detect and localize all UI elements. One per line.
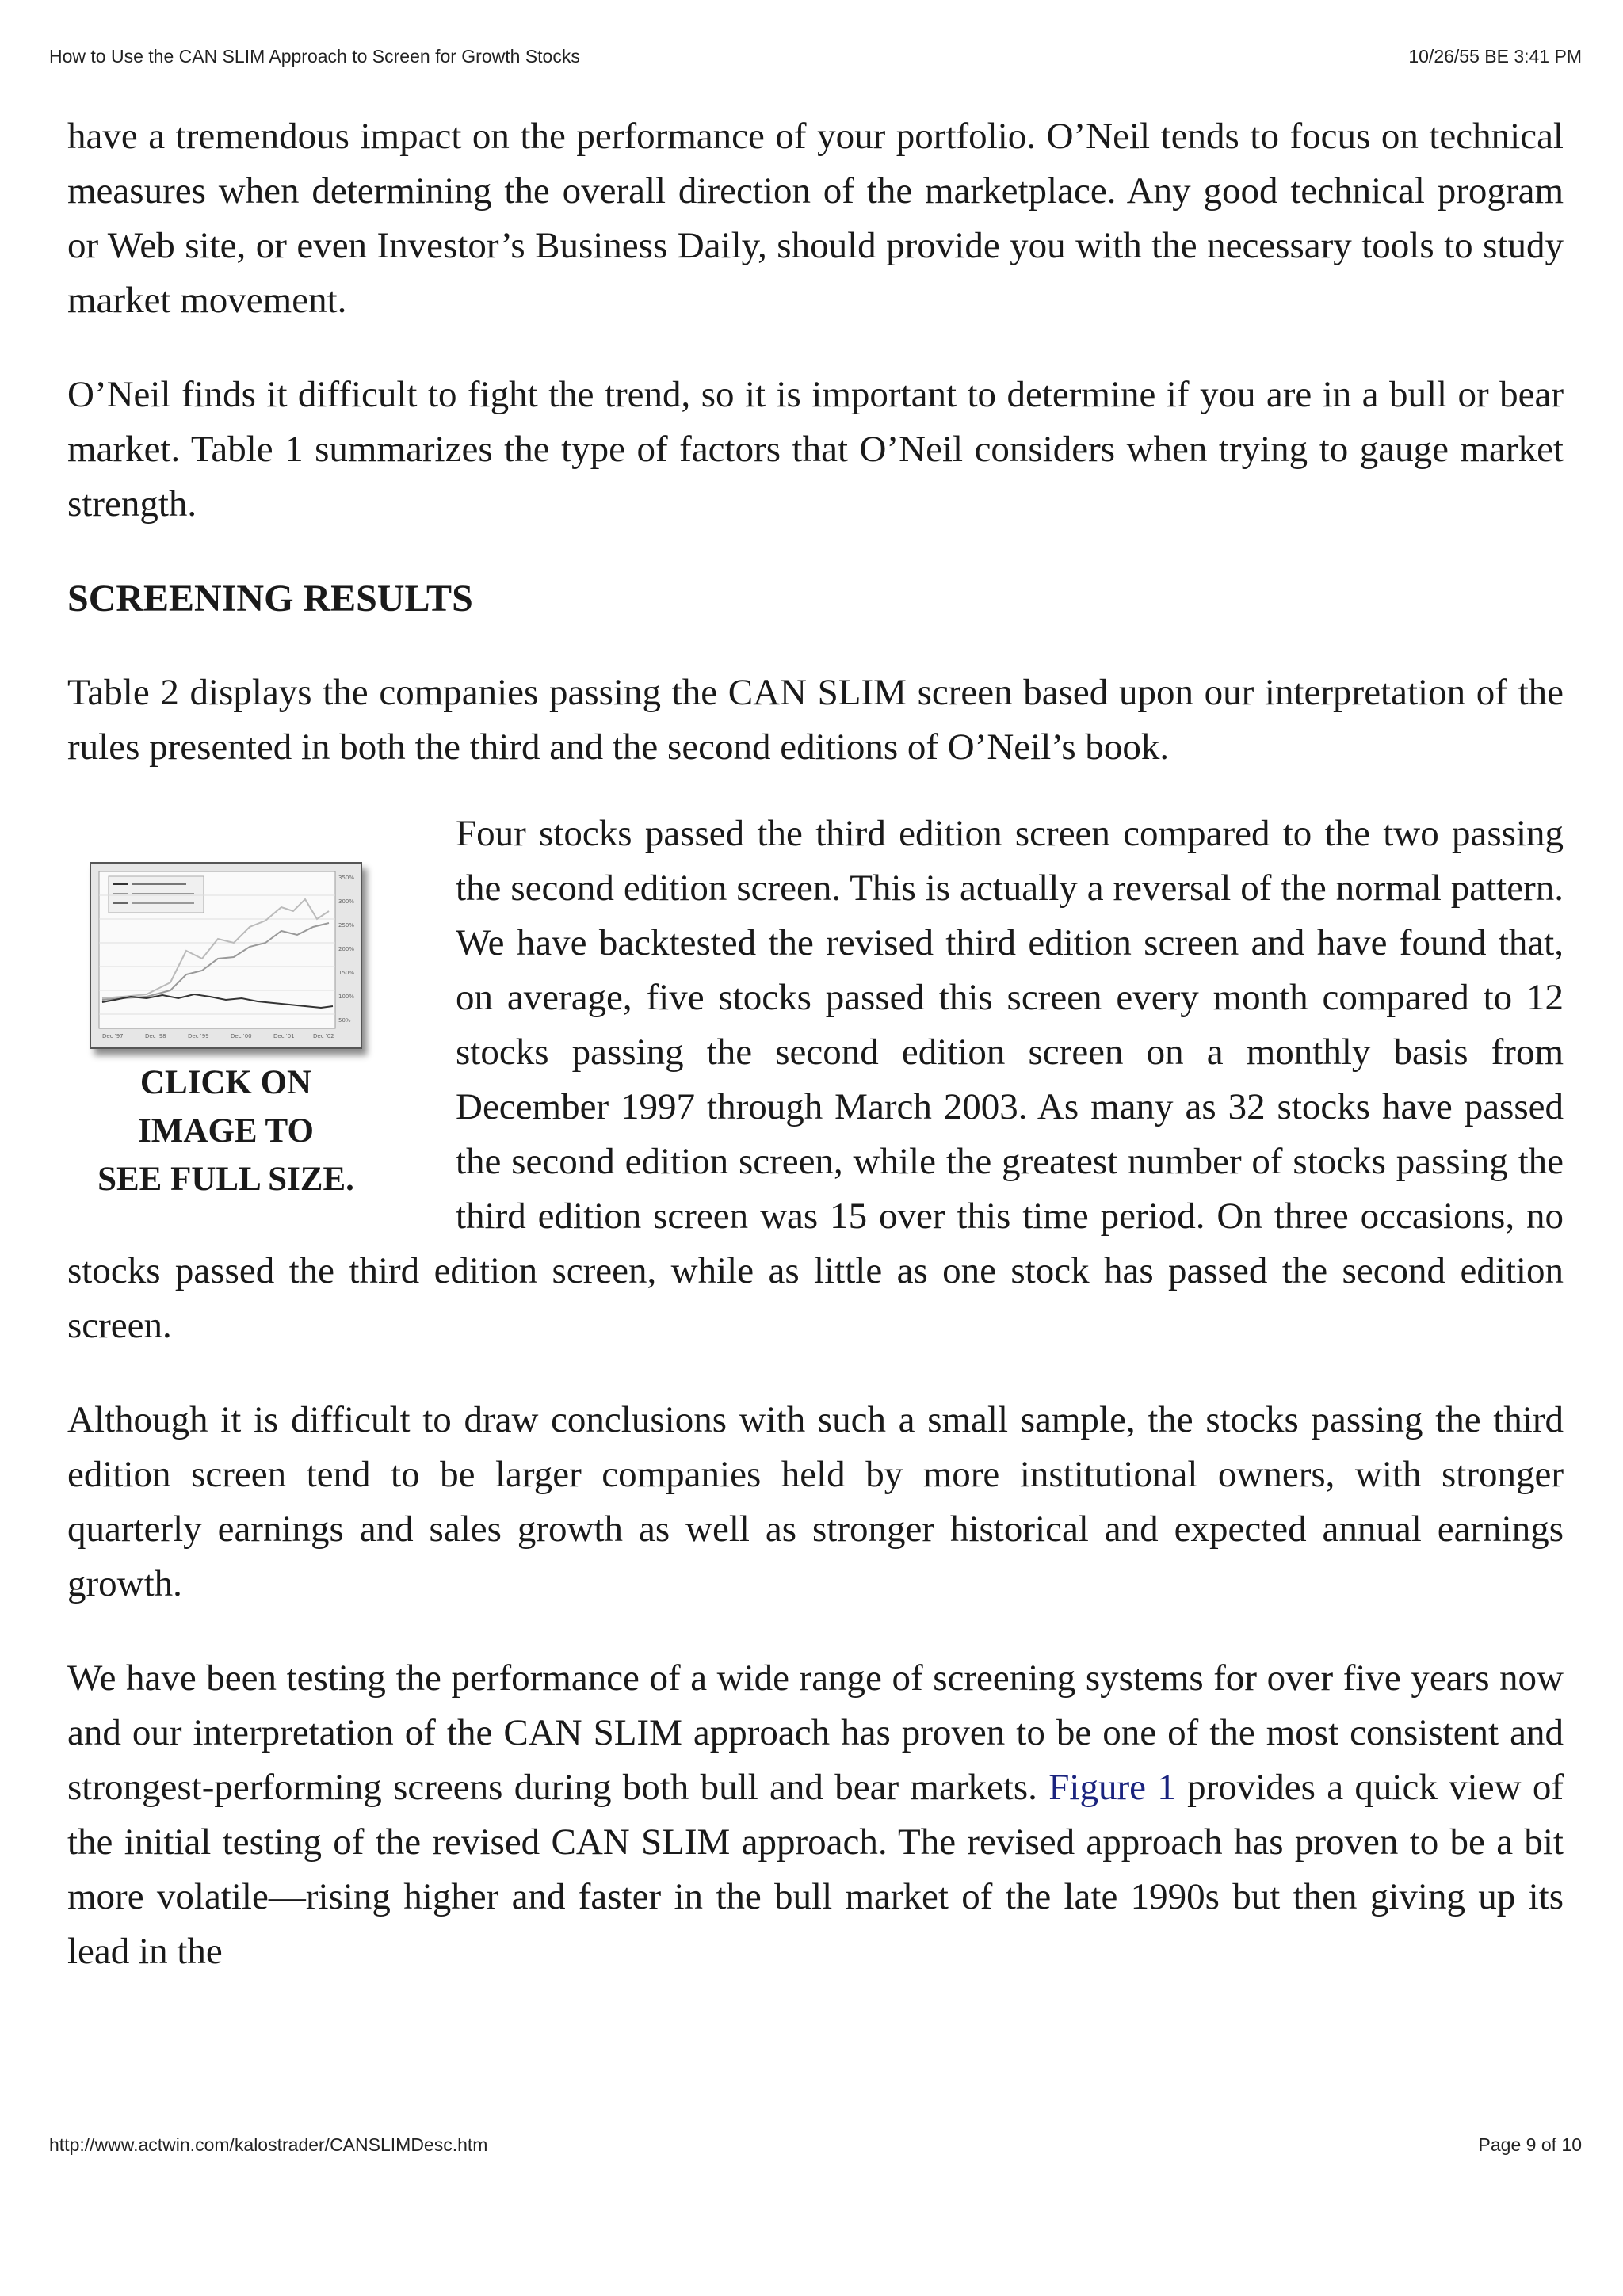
svg-text:300%: 300%: [338, 898, 355, 905]
print-header: [49, 46, 1582, 67]
svg-text:250%: 250%: [338, 922, 355, 929]
svg-text:100%: 100%: [338, 994, 355, 1000]
svg-text:200%: 200%: [338, 946, 355, 952]
svg-text:Dec '01: Dec '01: [273, 1033, 295, 1039]
paragraph-text: provides a quick view of the initial testing of the revised CAN SLIM approach. The revised approach has proven to be a bit more volatile—rising higher and faster in the bull market of the late 1990s but then giving up its lead in the: [67, 1767, 1564, 1972]
paragraph: have a tremendous impact on the performance of your portfolio. O’Neil tends to focus on technical measures when determining the overall direction of the marketplace. Any good technical program or Web site, or even Investor’s Business Daily, should provide you with the necessary tools to study market movement.: [67, 116, 1564, 321]
paragraph: [67, 1651, 1564, 1979]
paragraph: Four stocks passed the third edition screen compared to the two passing the second edition screen. This is actually a reversal of the normal pattern. We have backtested the revised third edition screen and have found that, on average, five stocks passed this screen every month compared to 12 stocks passing the second edition screen on a monthly basis from December 1997 through March 2003. As many as 32 stocks have passed the second edition screen, while the greatest number of stocks passing the third edition screen was 15 over this time period. On three occasions, no stocks passed the third edition screen, while as little as one stock has passed the second edition screen.: [67, 813, 1564, 1346]
page-title: How to Use the CAN SLIM Approach to Screen for Growth Stocks: [49, 46, 580, 67]
paragraph: O’Neil finds it difficult to fight the trend, so it is important to determine if you are in a bull or bear market. Table 1 summarizes the type of factors that O’Neil considers when trying to gauge market strength.: [67, 374, 1564, 524]
svg-text:Dec '98: Dec '98: [145, 1033, 166, 1039]
paragraph: Table 2 displays the companies passing the CAN SLIM screen based upon our interpretation of the rules presented in both the third and the second editions of O’Neil’s book.: [67, 672, 1564, 768]
svg-text:Dec '97: Dec '97: [102, 1033, 124, 1039]
print-footer: [49, 2134, 1582, 2156]
figure-caption: CLICK ON IMAGE TO SEE FULL SIZE.: [97, 1064, 354, 1198]
chart-thumbnail-image[interactable]: [90, 862, 362, 1049]
svg-text:50%: 50%: [338, 1017, 351, 1024]
page-number: Page 9 of 10: [1478, 2134, 1582, 2155]
svg-text:Dec '02: Dec '02: [313, 1033, 334, 1039]
figure-thumbnail[interactable]: [59, 862, 392, 1203]
paragraph: Although it is difficult to draw conclusions with such a small sample, the stocks passing the third edition screen tend to be larger companies held by more institutional owners, with stronger quarterly earnings and sales growth as well as stronger historical and expected annual earnings growth.: [67, 1399, 1564, 1604]
paragraph-text: We have been testing the performance of a wide range of screening systems for over five years now and our interpretation of the CAN SLIM approach has proven to be one of the most consistent and strongest-performing screens during both bull and bear markets.: [67, 1657, 1564, 1808]
section-heading: SCREENING RESULTS: [67, 578, 473, 620]
print-datetime: 10/26/55 BE 3:41 PM: [1408, 46, 1582, 67]
article-body: [67, 109, 1564, 2019]
svg-text:Dec '99: Dec '99: [188, 1033, 209, 1039]
svg-text:150%: 150%: [338, 970, 355, 976]
page-url: http://www.actwin.com/kalostrader/CANSLIMDesc.htm: [49, 2134, 488, 2155]
svg-text:Dec '00: Dec '00: [231, 1033, 252, 1039]
figure-1-link[interactable]: Figure 1: [1048, 1767, 1176, 1808]
svg-text:350%: 350%: [338, 875, 355, 881]
